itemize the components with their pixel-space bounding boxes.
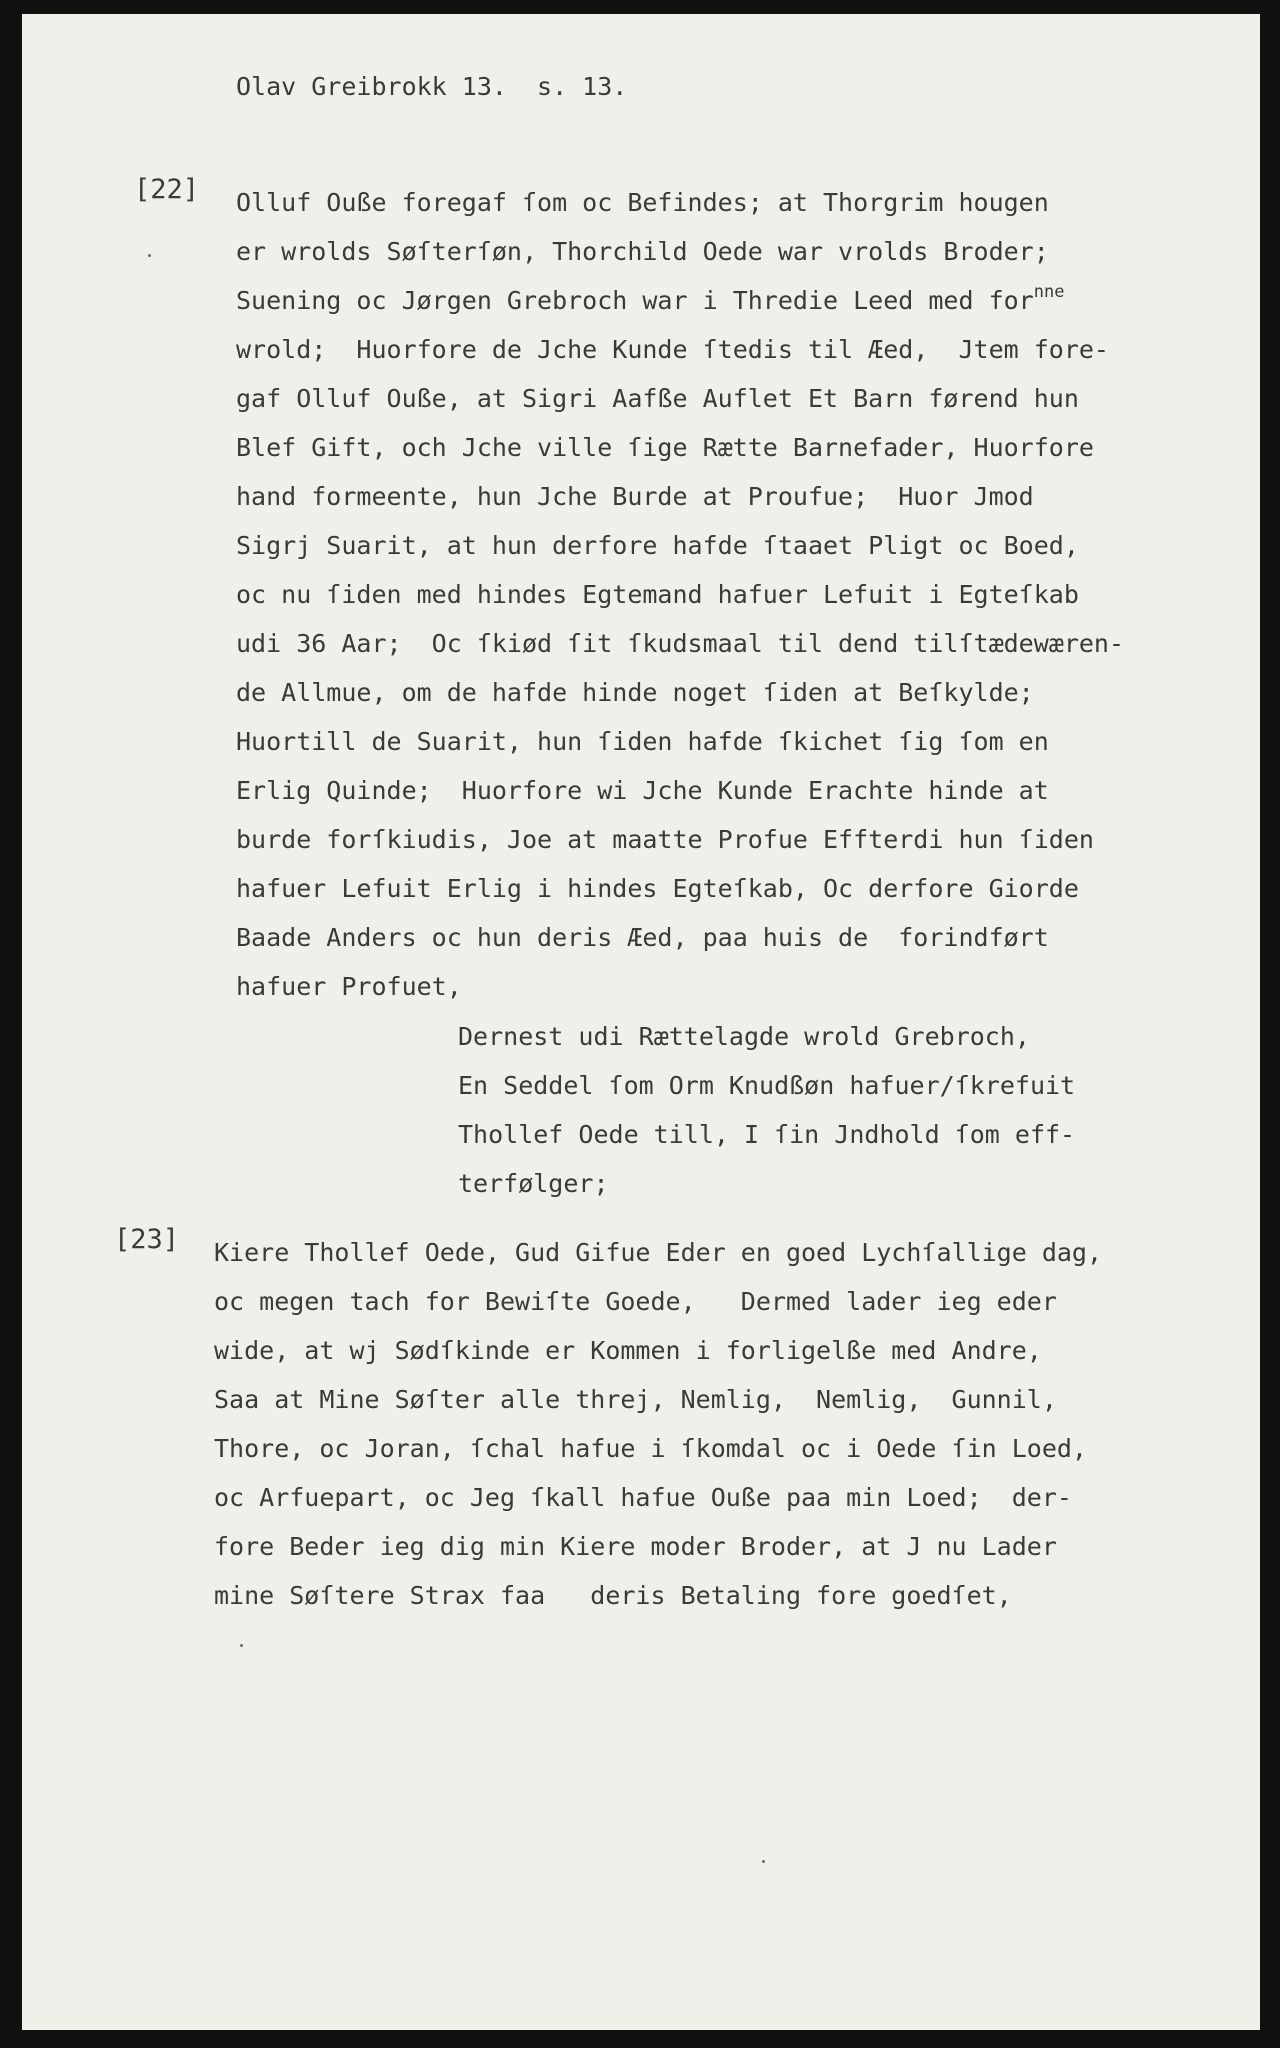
text-line: Kiere Thollef Oede, Gud Gifue Eder en goed Lychſallige dag, bbox=[214, 1238, 1103, 1267]
paper-speck bbox=[148, 254, 151, 257]
text-line: Baade Anders oc hun deris Æed, paa huis de forindført bbox=[236, 923, 1049, 952]
text-line: oc nu ſiden med hindes Egtemand hafuer Lefuit i Egteſkab bbox=[236, 580, 1079, 609]
superscript-abbrev: nne bbox=[1033, 282, 1065, 302]
indented-line: Dernest udi Rættelagde wrold Grebroch, bbox=[458, 1022, 1030, 1051]
text-line: hafuer Lefuit Erlig i hindes Egteſkab, Oc derfore Giorde bbox=[236, 874, 1079, 903]
text-line: burde forſkiudis, Joe at maatte Profue Effterdi hun ſiden bbox=[236, 825, 1094, 854]
text-line: Blef Gift, och Jche ville ſige Rætte Barnefader, Huorfore bbox=[236, 433, 1094, 462]
text-line bbox=[236, 282, 1065, 315]
text-line: er wrolds Søſterſøn, Thorchild Oede war vrolds Broder; bbox=[236, 237, 1049, 266]
page-header: Olav Greibrokk 13. s. 13. bbox=[236, 72, 628, 101]
text-line: Erlig Quinde; Huorfore wi Jche Kunde Erachte hinde at bbox=[236, 776, 1049, 805]
text-line: mine Søſtere Strax faa deris Betaling fore goedſet, bbox=[214, 1581, 1012, 1610]
section-marker: [22] bbox=[134, 174, 200, 205]
text-line: oc megen tach for Bewiſte Goede, Dermed lader ieg eder bbox=[214, 1287, 1057, 1316]
text-line: udi 36 Aar; Oc ſkiød ſit ſkudsmaal til dend tilſtædewæren- bbox=[236, 629, 1125, 658]
text-line: Huortill de Suarit, hun ſiden hafde ſkichet ſig ſom en bbox=[236, 727, 1049, 756]
paper-speck bbox=[762, 1860, 765, 1863]
section-marker: [23] bbox=[114, 1224, 180, 1255]
text-line: hand formeente, hun Jche Burde at Proufue; Huor Jmod bbox=[236, 482, 1034, 511]
text-line: wrold; Huorfore de Jche Kunde ſtedis til Æed, Jtem fore- bbox=[236, 335, 1109, 364]
text-line: gaf Olluf Ouße, at Sigri Aafße Auflet Et Barn førend hun bbox=[236, 384, 1079, 413]
paper-speck bbox=[240, 1644, 243, 1647]
text-line: wide, at wj Sødſkinde er Kommen i forligelße med Andre, bbox=[214, 1336, 1042, 1365]
indented-line: En Seddel ſom Orm Knudßøn hafuer/ſkrefuit bbox=[458, 1071, 1076, 1100]
text-line: de Allmue, om de hafde hinde noget ſiden at Beſkylde; bbox=[236, 678, 1034, 707]
text-line: Saa at Mine Søſter alle threj, Nemlig, Nemlig, Gunnil, bbox=[214, 1385, 1057, 1414]
indented-line: Thollef Oede till, I ſin Jndhold ſom eff- bbox=[458, 1120, 1076, 1149]
document-page bbox=[22, 14, 1260, 2030]
indented-line: terfølger; bbox=[458, 1169, 609, 1198]
text-line: hafuer Profuet, bbox=[236, 972, 462, 1001]
text-line: Olluf Ouße foregaf ſom oc Befindes; at Thorgrim hougen bbox=[236, 188, 1049, 217]
text-line: oc Arfuepart, oc Jeg ſkall hafue Ouße paa min Loed; der- bbox=[214, 1483, 1072, 1512]
text-line: Sigrj Suarit, at hun derfore hafde ſtaaet Pligt oc Boed, bbox=[236, 531, 1079, 560]
text-line: fore Beder ieg dig min Kiere moder Broder, at J nu Lader bbox=[214, 1532, 1057, 1561]
text-line: Thore, oc Joran, ſchal hafue i ſkomdal oc i Oede ſin Loed, bbox=[214, 1434, 1087, 1463]
text-line-body: Suening oc Jørgen Grebroch war i Thredie Leed med for bbox=[236, 286, 1034, 315]
